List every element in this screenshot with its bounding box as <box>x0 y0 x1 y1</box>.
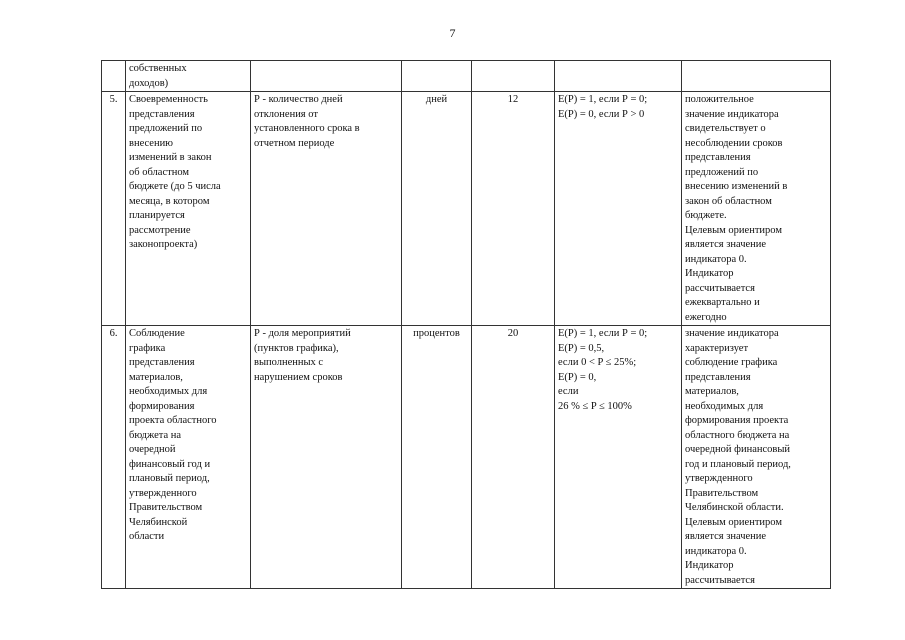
indicator-comment: положительное значение индикатора свидетельствует о несоблюдении сроков представления предложений по внесению изменений в закон об областном бюджете. Целевым ориентиром является значение индикатора 0. Индикатор рассчитывается ежеквартально и ежегодно <box>682 92 831 326</box>
indicator-formula: Е(Р) = 1, если Р = 0; Е(Р) = 0, если Р > 0 <box>555 92 682 326</box>
page-number: 7 <box>449 26 456 40</box>
indicator-comment: значение индикатора характеризует соблюдение графика представления материалов, необходимых для формирования проекта областного бюджета на очередной финансовый год и плановый период, утвержденного Правительством Челябинской области. Целевым ориентиром является значение индикатора 0. Индикатор рассчитывается <box>682 326 831 589</box>
indicator-value: 20 <box>472 326 555 589</box>
indicator-description <box>251 61 402 92</box>
table-row <box>102 326 831 589</box>
indicator-name: собственных доходов) <box>126 61 251 92</box>
indicator-name: Соблюдение графика представления материалов, необходимых для формирования проекта областного бюджета на очередной финансовый год и плановый период, утвержденного Правительством Челябинской области <box>126 326 251 589</box>
indicator-description: Р - количество дней отклонения от установленного срока в отчетном периоде <box>251 92 402 326</box>
indicator-unit: дней <box>402 92 472 326</box>
row-number <box>102 61 126 92</box>
indicator-description: Р - доля мероприятий (пунктов графика), выполненных с нарушением сроков <box>251 326 402 589</box>
indicator-value <box>472 61 555 92</box>
indicators-table <box>101 60 831 589</box>
indicator-comment <box>682 61 831 92</box>
indicator-value: 12 <box>472 92 555 326</box>
table-row <box>102 92 831 326</box>
indicator-name: Своевременность представления предложений по внесению изменений в закон об областном бюджете (до 5 числа месяца, в котором планируется рассмотрение законопроекта) <box>126 92 251 326</box>
row-number: 5. <box>102 92 126 326</box>
indicator-unit: процентов <box>402 326 472 589</box>
table-row <box>102 61 831 92</box>
row-number: 6. <box>102 326 126 589</box>
indicator-formula <box>555 61 682 92</box>
indicator-formula: Е(Р) = 1, если Р = 0; Е(Р) = 0,5, если 0 < P ≤ 25%; Е(Р) = 0, если 26 % ≤ P ≤ 100% <box>555 326 682 589</box>
indicator-unit <box>402 61 472 92</box>
